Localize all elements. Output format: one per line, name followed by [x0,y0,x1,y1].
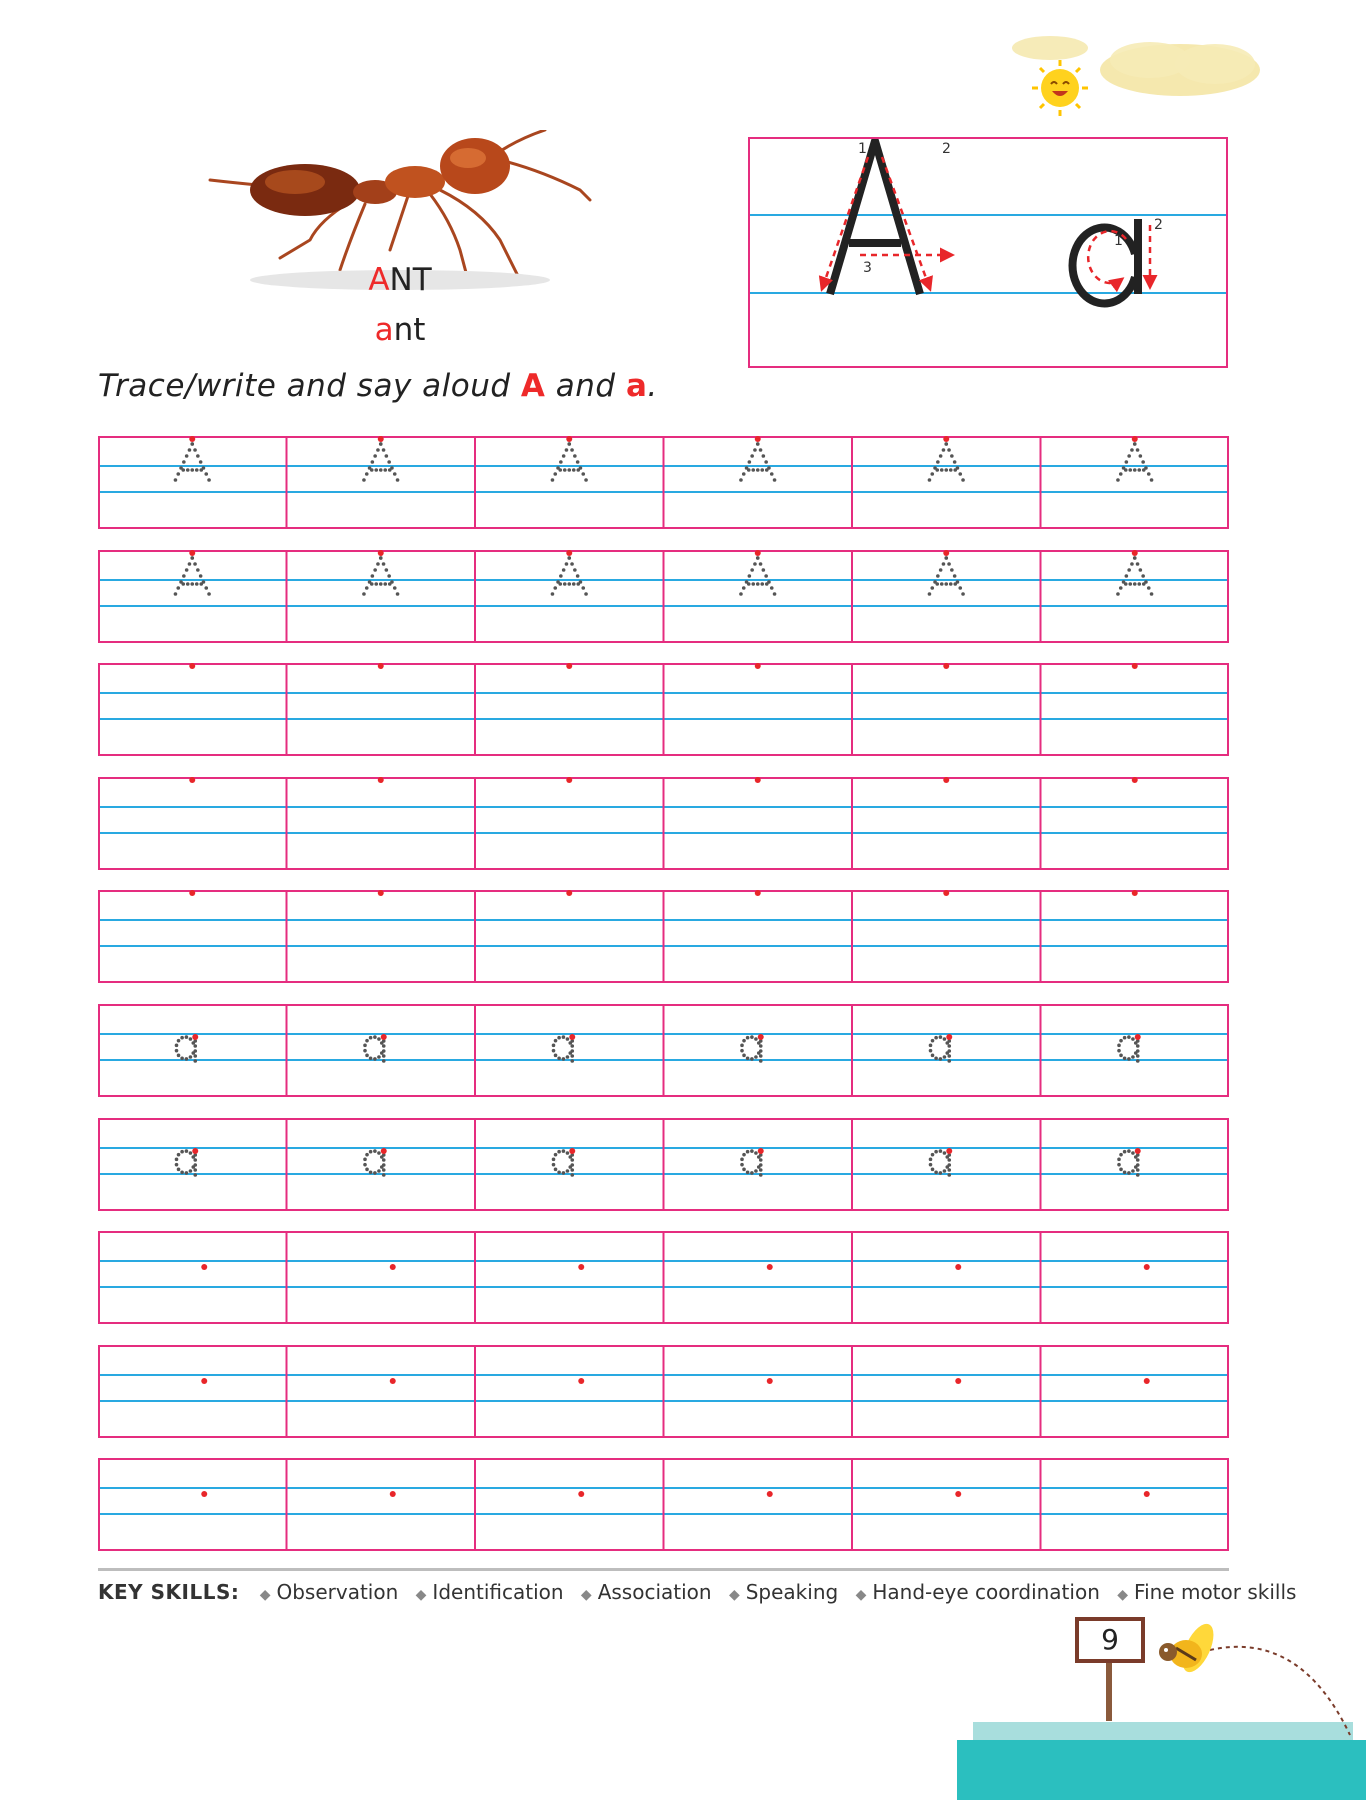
writing-cell[interactable] [390,1491,396,1497]
writing-cell[interactable] [928,436,965,482]
stroke-number-2: 2 [942,141,951,157]
writing-cell[interactable] [1117,1148,1141,1177]
stroke-number-a1: 1 [1114,233,1123,249]
practice-row [98,890,1229,983]
writing-cell[interactable] [578,1491,584,1497]
skill-item: Association [597,1580,712,1604]
writing-cell[interactable] [1132,890,1138,896]
writing-cell[interactable] [363,1148,387,1177]
writing-cell[interactable] [755,663,761,669]
diamond-icon: ◆ [855,1587,867,1603]
diamond-icon: ◆ [728,1587,740,1603]
key-skills [98,1580,1307,1604]
writing-cell[interactable] [740,1148,764,1177]
diamond-icon: ◆ [259,1587,271,1603]
writing-cell[interactable] [189,663,195,669]
writing-cell[interactable] [755,777,761,783]
letter-formation-demo [748,137,1228,368]
practice-row-lines [98,1458,1229,1551]
sun-clouds-illustration [1010,30,1270,120]
writing-cell[interactable] [363,1034,387,1063]
footer-divider [98,1568,1229,1571]
writing-cell[interactable] [362,436,399,482]
practice-row-lines [98,1231,1229,1324]
writing-cell[interactable] [767,1378,773,1384]
writing-cell[interactable] [929,1034,953,1063]
writing-cell[interactable] [175,1034,199,1063]
writing-cell[interactable] [201,1264,207,1270]
instruction-text: Trace/write and say aloud A and a. [98,368,658,404]
writing-cell[interactable] [1144,1491,1150,1497]
writing-cell[interactable] [378,777,384,783]
skill-item: Identification [432,1580,564,1604]
diamond-icon: ◆ [1117,1587,1129,1603]
practice-row [98,777,1229,870]
stroke-number-3: 3 [863,260,872,276]
writing-cell[interactable] [955,1378,961,1384]
writing-cell[interactable] [578,1264,584,1270]
writing-cell[interactable] [201,1378,207,1384]
writing-cell[interactable] [955,1491,961,1497]
practice-row-lines [98,550,1229,643]
writing-cell[interactable] [1116,436,1153,482]
practice-row-lines [98,1345,1229,1438]
writing-cell[interactable] [739,436,776,482]
writing-cell[interactable] [552,1148,576,1177]
writing-cell[interactable] [1117,1034,1141,1063]
practice-row [98,663,1229,756]
practice-grid [98,436,1229,1554]
writing-cell[interactable] [943,777,949,783]
practice-row [98,1458,1229,1551]
writing-cell[interactable] [390,1378,396,1384]
writing-cell[interactable] [175,1148,199,1177]
writing-cell[interactable] [174,436,211,482]
practice-row [98,1118,1229,1211]
writing-cell[interactable] [551,436,588,482]
diamond-icon: ◆ [580,1587,592,1603]
writing-cell[interactable] [929,1148,953,1177]
writing-cell[interactable] [189,777,195,783]
skill-item: Hand-eye coordination [872,1580,1100,1604]
writing-cell[interactable] [755,890,761,896]
ground-band-teal [957,1740,1366,1800]
writing-cell[interactable] [552,1034,576,1063]
writing-cell[interactable] [174,550,211,596]
skill-item: Speaking [745,1580,839,1604]
writing-cell[interactable] [578,1378,584,1384]
writing-cell[interactable] [739,550,776,596]
practice-row [98,550,1229,643]
practice-row [98,1345,1229,1438]
key-skills-label: KEY SKILLS: [98,1580,240,1604]
writing-cell[interactable] [566,890,572,896]
practice-row-lines [98,436,1229,529]
bee-icon [1150,1618,1230,1680]
stroke-number-a2: 2 [1154,217,1163,233]
writing-cell[interactable] [767,1264,773,1270]
writing-cell[interactable] [943,663,949,669]
writing-cell[interactable] [201,1491,207,1497]
writing-cell[interactable] [378,663,384,669]
writing-cell[interactable] [362,550,399,596]
demo-uppercase-a [822,141,952,294]
writing-cell[interactable] [566,663,572,669]
writing-cell[interactable] [378,890,384,896]
demo-lowercase-a [1073,219,1150,304]
writing-cell[interactable] [1132,663,1138,669]
practice-row-lines [98,777,1229,870]
writing-cell[interactable] [566,777,572,783]
practice-row [98,436,1229,529]
writing-cell[interactable] [767,1491,773,1497]
writing-cell[interactable] [390,1264,396,1270]
writing-cell[interactable] [740,1034,764,1063]
writing-cell[interactable] [928,550,965,596]
practice-row-lines [98,1004,1229,1097]
practice-row [98,1004,1229,1097]
writing-cell[interactable] [943,890,949,896]
writing-cell[interactable] [1144,1378,1150,1384]
skill-item: Observation [276,1580,399,1604]
skill-item: Fine motor skills [1134,1580,1297,1604]
sign-post [1106,1663,1112,1721]
practice-row-lines [98,890,1229,983]
word-uppercase: ANT [368,262,432,298]
writing-cell[interactable] [1144,1264,1150,1270]
practice-row-lines [98,1118,1229,1211]
writing-cell[interactable] [189,890,195,896]
practice-row [98,1231,1229,1324]
word-lowercase: ant [374,312,426,348]
writing-cell[interactable] [955,1264,961,1270]
diamond-icon: ◆ [415,1587,427,1603]
practice-row-lines [98,663,1229,756]
page-number: 9 [1075,1617,1145,1663]
stroke-number-1: 1 [858,141,867,157]
writing-cell[interactable] [1116,550,1153,596]
writing-cell[interactable] [1132,777,1138,783]
writing-cell[interactable] [551,550,588,596]
